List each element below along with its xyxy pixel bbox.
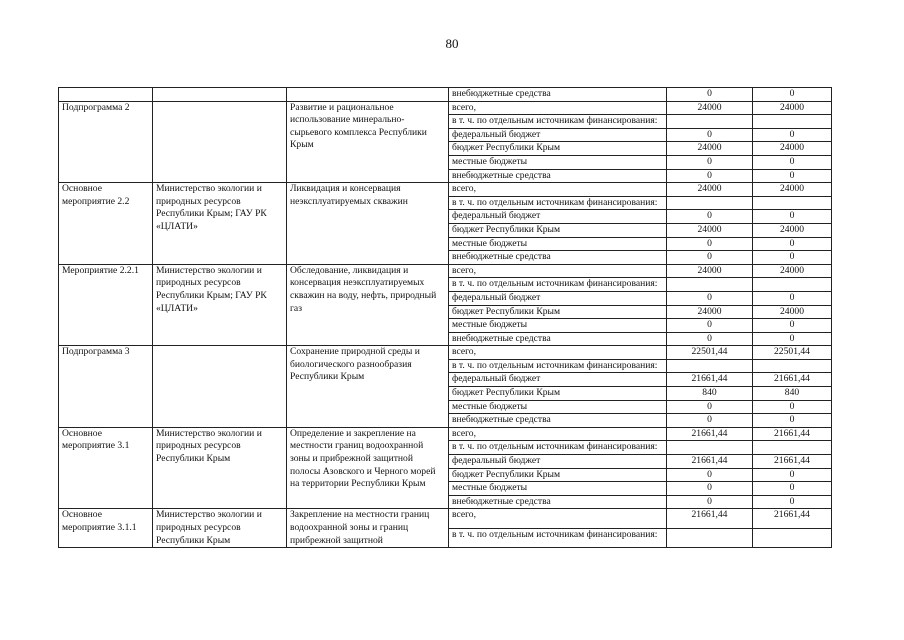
funding-source: внебюджетные средства bbox=[449, 251, 667, 265]
title-cell: Обследование, ликвидация и консервация неэксплуатируемых скважин на воду, нефть, природный газ bbox=[287, 264, 449, 346]
amount-2: 24000 bbox=[753, 183, 832, 197]
funding-source: федеральный бюджет bbox=[449, 128, 667, 142]
amount-1: 21661,44 bbox=[667, 427, 753, 441]
table-row bbox=[59, 346, 832, 360]
funding-source: местные бюджеты bbox=[449, 319, 667, 333]
funding-source: всего, bbox=[449, 346, 667, 360]
funding-source: всего, bbox=[449, 183, 667, 197]
amount-1: 0 bbox=[667, 291, 753, 305]
amount-2: 0 bbox=[753, 482, 832, 496]
amount-1 bbox=[667, 196, 753, 210]
funding-source: бюджет Республики Крым bbox=[449, 305, 667, 319]
amount-2 bbox=[753, 278, 832, 292]
executor-cell: Министерство экологии и природных ресурсов Республики Крым; ГАУ РК «ЦЛАТИ» bbox=[153, 183, 287, 265]
amount-1: 0 bbox=[667, 414, 753, 428]
amount-2 bbox=[753, 528, 832, 547]
budget-table-body bbox=[59, 88, 832, 548]
amount-1: 22501,44 bbox=[667, 346, 753, 360]
amount-1: 0 bbox=[667, 155, 753, 169]
amount-2: 24000 bbox=[753, 101, 832, 115]
funding-source: внебюджетные средства bbox=[449, 88, 667, 102]
funding-source: внебюджетные средства bbox=[449, 169, 667, 183]
amount-2 bbox=[753, 359, 832, 373]
amount-1: 21661,44 bbox=[667, 509, 753, 528]
funding-source: внебюджетные средства bbox=[449, 414, 667, 428]
page-number: 80 bbox=[445, 36, 459, 51]
funding-source: местные бюджеты bbox=[449, 155, 667, 169]
table-row bbox=[59, 101, 832, 115]
amount-2: 24000 bbox=[753, 142, 832, 156]
funding-source: бюджет Республики Крым bbox=[449, 223, 667, 237]
table-row bbox=[59, 509, 832, 528]
amount-2: 0 bbox=[753, 237, 832, 251]
funding-source: в т. ч. по отдельным источникам финансирования: bbox=[449, 359, 667, 373]
title-cell: Сохранение природной среды и биологического разнообразия Республики Крым bbox=[287, 346, 449, 428]
table-row bbox=[59, 427, 832, 441]
program-cell: Основное мероприятие 3.1 bbox=[59, 427, 153, 509]
amount-2: 0 bbox=[753, 88, 832, 102]
amount-1: 24000 bbox=[667, 264, 753, 278]
executor-cell bbox=[153, 88, 287, 102]
funding-source: бюджет Республики Крым bbox=[449, 387, 667, 401]
amount-2 bbox=[753, 115, 832, 129]
title-cell: Закрепление на местности границ водоохранной зоны и границ прибрежной защитной bbox=[287, 509, 449, 548]
amount-2: 0 bbox=[753, 332, 832, 346]
table-row bbox=[59, 264, 832, 278]
funding-source: федеральный бюджет bbox=[449, 373, 667, 387]
amount-2: 0 bbox=[753, 319, 832, 333]
executor-cell: Министерство экологии и природных ресурсов Республики Крым bbox=[153, 427, 287, 509]
funding-source: в т. ч. по отдельным источникам финансирования: bbox=[449, 196, 667, 210]
amount-1: 0 bbox=[667, 210, 753, 224]
amount-1: 0 bbox=[667, 495, 753, 509]
amount-2: 21661,44 bbox=[753, 455, 832, 469]
executor-cell: Министерство экологии и природных ресурсов Республики Крым; ГАУ РК «ЦЛАТИ» bbox=[153, 264, 287, 346]
amount-2: 0 bbox=[753, 169, 832, 183]
funding-source: федеральный бюджет bbox=[449, 455, 667, 469]
amount-1: 0 bbox=[667, 169, 753, 183]
amount-1 bbox=[667, 115, 753, 129]
amount-2: 0 bbox=[753, 251, 832, 265]
program-cell: Подпрограмма 2 bbox=[59, 101, 153, 183]
title-cell bbox=[287, 88, 449, 102]
amount-2: 0 bbox=[753, 155, 832, 169]
funding-source: в т. ч. по отдельным источникам финансирования: bbox=[449, 528, 667, 547]
amount-1: 24000 bbox=[667, 142, 753, 156]
amount-2: 22501,44 bbox=[753, 346, 832, 360]
amount-1: 0 bbox=[667, 319, 753, 333]
amount-2 bbox=[753, 196, 832, 210]
amount-2: 21661,44 bbox=[753, 373, 832, 387]
amount-1: 21661,44 bbox=[667, 455, 753, 469]
funding-source: в т. ч. по отдельным источникам финансирования: bbox=[449, 278, 667, 292]
funding-source: федеральный бюджет bbox=[449, 210, 667, 224]
funding-source: в т. ч. по отдельным источникам финансирования: bbox=[449, 115, 667, 129]
amount-2: 0 bbox=[753, 400, 832, 414]
amount-1 bbox=[667, 278, 753, 292]
amount-1: 24000 bbox=[667, 101, 753, 115]
funding-source: бюджет Республики Крым bbox=[449, 468, 667, 482]
amount-2: 24000 bbox=[753, 223, 832, 237]
amount-2: 840 bbox=[753, 387, 832, 401]
amount-2: 21661,44 bbox=[753, 427, 832, 441]
funding-source: местные бюджеты bbox=[449, 482, 667, 496]
amount-1: 0 bbox=[667, 332, 753, 346]
amount-2: 24000 bbox=[753, 264, 832, 278]
table-row bbox=[59, 183, 832, 197]
amount-1: 24000 bbox=[667, 305, 753, 319]
amount-2: 0 bbox=[753, 495, 832, 509]
amount-1: 0 bbox=[667, 482, 753, 496]
amount-1: 0 bbox=[667, 251, 753, 265]
program-cell: Основное мероприятие 3.1.1 bbox=[59, 509, 153, 548]
amount-1 bbox=[667, 528, 753, 547]
amount-1 bbox=[667, 441, 753, 455]
amount-2: 0 bbox=[753, 128, 832, 142]
amount-1: 24000 bbox=[667, 183, 753, 197]
amount-2: 0 bbox=[753, 468, 832, 482]
amount-1: 0 bbox=[667, 128, 753, 142]
executor-cell bbox=[153, 101, 287, 183]
table-row bbox=[59, 88, 832, 102]
amount-1: 0 bbox=[667, 468, 753, 482]
funding-source: внебюджетные средства bbox=[449, 332, 667, 346]
amount-1: 21661,44 bbox=[667, 373, 753, 387]
funding-source: федеральный бюджет bbox=[449, 291, 667, 305]
funding-source: местные бюджеты bbox=[449, 237, 667, 251]
program-cell: Основное мероприятие 2.2 bbox=[59, 183, 153, 265]
amount-1: 0 bbox=[667, 237, 753, 251]
funding-source: местные бюджеты bbox=[449, 400, 667, 414]
funding-source: всего, bbox=[449, 427, 667, 441]
funding-source: всего, bbox=[449, 509, 667, 528]
amount-2 bbox=[753, 441, 832, 455]
amount-2: 21661,44 bbox=[753, 509, 832, 528]
amount-2: 24000 bbox=[753, 305, 832, 319]
program-cell: Подпрограмма 3 bbox=[59, 346, 153, 428]
program-cell: Мероприятие 2.2.1 bbox=[59, 264, 153, 346]
amount-1 bbox=[667, 359, 753, 373]
title-cell: Развитие и рациональное использование минерально-сырьевого комплекса Республики Крым bbox=[287, 101, 449, 183]
executor-cell: Министерство экологии и природных ресурсов Республики Крым bbox=[153, 509, 287, 548]
title-cell: Определение и закрепление на местности границ водоохранной зоны и прибрежной защитной полосы Азовского и Черного морей на территории Республики Крым bbox=[287, 427, 449, 509]
title-cell: Ликвидация и консервация неэксплуатируемых скважин bbox=[287, 183, 449, 265]
amount-1: 0 bbox=[667, 88, 753, 102]
program-cell bbox=[59, 88, 153, 102]
amount-2: 0 bbox=[753, 291, 832, 305]
amount-1: 24000 bbox=[667, 223, 753, 237]
funding-source: бюджет Республики Крым bbox=[449, 142, 667, 156]
budget-table bbox=[58, 87, 832, 548]
amount-1: 0 bbox=[667, 400, 753, 414]
amount-2: 0 bbox=[753, 210, 832, 224]
funding-source: внебюджетные средства bbox=[449, 495, 667, 509]
amount-1: 840 bbox=[667, 387, 753, 401]
funding-source: в т. ч. по отдельным источникам финансирования: bbox=[449, 441, 667, 455]
executor-cell bbox=[153, 346, 287, 428]
funding-source: всего, bbox=[449, 264, 667, 278]
funding-source: всего, bbox=[449, 101, 667, 115]
amount-2: 0 bbox=[753, 414, 832, 428]
